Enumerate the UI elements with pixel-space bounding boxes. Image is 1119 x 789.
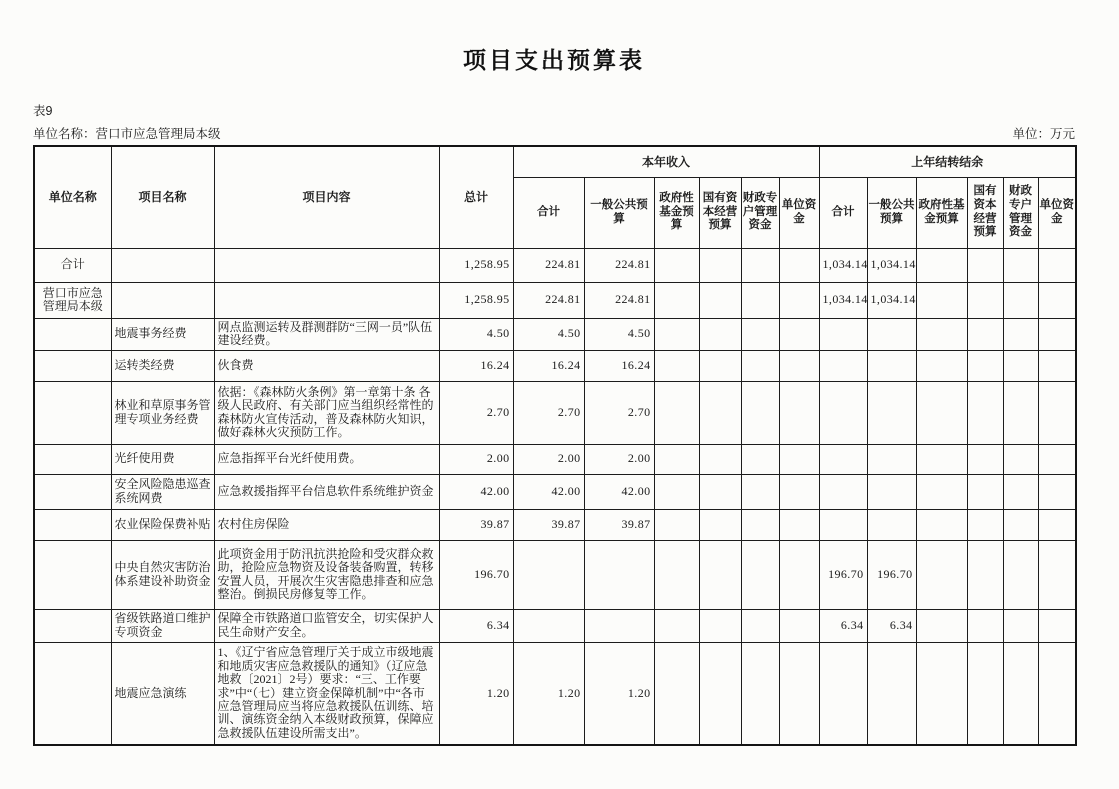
cell-ly-unit-funds — [1038, 248, 1076, 282]
cell-cy-total: 224.81 — [513, 248, 584, 282]
budget-table — [33, 145, 1077, 746]
cell-project-name: 农业保险保费补贴 — [111, 509, 214, 540]
cell-project-content: 应急救援指挥平台信息软件系统维护资金 — [214, 474, 439, 509]
cell-unit-name — [34, 318, 111, 350]
header-cy-state-capital-budget: 国有资本经营预算 — [699, 177, 741, 248]
cell-ly-gov-fund-budget — [916, 318, 967, 350]
unit-name-label: 单位名称：营口市应急管理局本级 — [33, 127, 221, 141]
cell-cy-fiscal-account-funds — [741, 509, 779, 540]
cell-ly-unit-funds — [1038, 350, 1076, 381]
table-row — [34, 248, 1076, 282]
header-grand-total: 总计 — [439, 146, 513, 248]
cell-ly-gov-fund-budget — [916, 282, 967, 318]
cell-project-content: 网点监测运转及群测群防“三网一员”队伍建设经费。 — [214, 318, 439, 350]
cell-ly-state-capital-budget — [967, 474, 1003, 509]
cell-ly-total — [819, 350, 867, 381]
cell-ly-general-public-budget: 196.70 — [867, 540, 916, 609]
cell-ly-unit-funds — [1038, 282, 1076, 318]
cell-cy-unit-funds — [779, 444, 819, 474]
cell-ly-unit-funds — [1038, 540, 1076, 609]
cell-project-name — [111, 282, 214, 318]
header-project-content: 项目内容 — [214, 146, 439, 248]
cell-cy-gov-fund-budget — [654, 350, 699, 381]
cell-cy-fiscal-account-funds — [741, 350, 779, 381]
cell-ly-unit-funds — [1038, 509, 1076, 540]
cell-cy-unit-funds — [779, 642, 819, 745]
cell-ly-state-capital-budget — [967, 248, 1003, 282]
header-cy-fiscal-account-funds: 财政专户管理资金 — [741, 177, 779, 248]
cell-ly-gov-fund-budget — [916, 474, 967, 509]
cell-ly-state-capital-budget — [967, 609, 1003, 642]
header-ly-unit-funds: 单位资金 — [1038, 177, 1076, 248]
cell-cy-fiscal-account-funds — [741, 318, 779, 350]
cell-grand-total: 1,258.95 — [439, 248, 513, 282]
cell-ly-unit-funds — [1038, 318, 1076, 350]
cell-project-content: 应急指挥平台光纤使用费。 — [214, 444, 439, 474]
cell-cy-total: 4.50 — [513, 318, 584, 350]
cell-cy-unit-funds — [779, 609, 819, 642]
cell-cy-state-capital-budget — [699, 282, 741, 318]
cell-ly-unit-funds — [1038, 609, 1076, 642]
cell-cy-state-capital-budget — [699, 540, 741, 609]
budget-sheet — [33, 0, 1075, 746]
cell-ly-total — [819, 444, 867, 474]
cell-ly-total: 196.70 — [819, 540, 867, 609]
cell-project-name: 运转类经费 — [111, 350, 214, 381]
cell-cy-fiscal-account-funds — [741, 540, 779, 609]
cell-ly-fiscal-account-funds — [1003, 282, 1038, 318]
cell-project-name: 光纤使用费 — [111, 444, 214, 474]
cell-ly-total — [819, 381, 867, 444]
header-cy-gov-fund-budget: 政府性基金预算 — [654, 177, 699, 248]
cell-cy-unit-funds — [779, 381, 819, 444]
table-header — [34, 146, 1076, 248]
cell-ly-state-capital-budget — [967, 509, 1003, 540]
cell-project-name: 安全风险隐患巡查系统网费 — [111, 474, 214, 509]
cell-cy-unit-funds — [779, 248, 819, 282]
cell-ly-fiscal-account-funds — [1003, 609, 1038, 642]
cell-grand-total: 39.87 — [439, 509, 513, 540]
header-group-row — [34, 146, 1076, 177]
header-unit-name: 单位名称 — [34, 146, 111, 248]
cell-cy-total: 224.81 — [513, 282, 584, 318]
cell-ly-state-capital-budget — [967, 318, 1003, 350]
table-row — [34, 282, 1076, 318]
cell-ly-gov-fund-budget — [916, 381, 967, 444]
cell-project-name — [111, 248, 214, 282]
cell-cy-general-public-budget: 16.24 — [584, 350, 654, 381]
cell-ly-fiscal-account-funds — [1003, 540, 1038, 609]
header-cy-unit-funds: 单位资金 — [779, 177, 819, 248]
cell-ly-total — [819, 318, 867, 350]
cell-cy-total: 16.24 — [513, 350, 584, 381]
cell-ly-fiscal-account-funds — [1003, 444, 1038, 474]
cell-cy-general-public-budget: 4.50 — [584, 318, 654, 350]
cell-ly-gov-fund-budget — [916, 509, 967, 540]
table-number-label: 表9 — [33, 104, 53, 118]
table-row — [34, 509, 1076, 540]
table-row — [34, 642, 1076, 745]
cell-ly-gov-fund-budget — [916, 248, 967, 282]
cell-ly-state-capital-budget — [967, 282, 1003, 318]
cell-ly-gov-fund-budget — [916, 350, 967, 381]
header-ly-gov-fund-budget: 政府性基金预算 — [916, 177, 967, 248]
cell-project-name: 省级铁路道口维护专项资金 — [111, 609, 214, 642]
cell-ly-state-capital-budget — [967, 381, 1003, 444]
cell-ly-fiscal-account-funds — [1003, 318, 1038, 350]
header-project-name: 项目名称 — [111, 146, 214, 248]
table-row — [34, 444, 1076, 474]
table-row — [34, 609, 1076, 642]
cell-cy-fiscal-account-funds — [741, 609, 779, 642]
cell-ly-total — [819, 642, 867, 745]
cell-unit-name: 合计 — [34, 248, 111, 282]
cell-cy-total: 42.00 — [513, 474, 584, 509]
cell-cy-general-public-budget: 39.87 — [584, 509, 654, 540]
cell-ly-fiscal-account-funds — [1003, 642, 1038, 745]
cell-ly-general-public-budget — [867, 350, 916, 381]
meta-line — [33, 124, 1075, 142]
cell-unit-name — [34, 381, 111, 444]
cell-cy-gov-fund-budget — [654, 540, 699, 609]
cell-cy-unit-funds — [779, 350, 819, 381]
cell-cy-total: 39.87 — [513, 509, 584, 540]
cell-cy-unit-funds — [779, 318, 819, 350]
cell-ly-general-public-budget — [867, 318, 916, 350]
cell-ly-general-public-budget — [867, 444, 916, 474]
cell-ly-total: 1,034.14 — [819, 248, 867, 282]
cell-grand-total: 42.00 — [439, 474, 513, 509]
header-prev-year-carryover-group: 上年结转结余 — [819, 146, 1076, 177]
header-ly-state-capital-budget: 国有资本经营预算 — [967, 177, 1003, 248]
cell-unit-name — [34, 609, 111, 642]
cell-cy-fiscal-account-funds — [741, 642, 779, 745]
cell-cy-total: 1.20 — [513, 642, 584, 745]
cell-cy-state-capital-budget — [699, 318, 741, 350]
cell-grand-total: 1.20 — [439, 642, 513, 745]
cell-grand-total: 2.70 — [439, 381, 513, 444]
currency-unit-label: 单位：万元 — [1012, 127, 1075, 141]
cell-project-content: 1、《辽宁省应急管理厅关于成立市级地震和地质灾害应急救援队的通知》（辽应急地救〔2021〕2号）要求：“三、工作要求”中“（七）建立资金保障机制”中“各市应急管理局应当将应急救援队伍训练、培训、演练资金纳入本级财政预算，保障应急救援队伍建设所需支出”。 — [214, 642, 439, 745]
cell-unit-name — [34, 474, 111, 509]
cell-cy-state-capital-budget — [699, 609, 741, 642]
cell-unit-name — [34, 444, 111, 474]
cell-ly-general-public-budget — [867, 642, 916, 745]
cell-cy-general-public-budget: 224.81 — [584, 248, 654, 282]
table-row — [34, 540, 1076, 609]
cell-ly-general-public-budget: 1,034.14 — [867, 282, 916, 318]
cell-grand-total: 196.70 — [439, 540, 513, 609]
cell-project-content — [214, 282, 439, 318]
cell-ly-gov-fund-budget — [916, 540, 967, 609]
table-row — [34, 350, 1076, 381]
cell-ly-general-public-budget — [867, 509, 916, 540]
cell-ly-fiscal-account-funds — [1003, 381, 1038, 444]
cell-cy-total: 2.00 — [513, 444, 584, 474]
header-ly-general-public-budget: 一般公共预算 — [867, 177, 916, 248]
page-title: 项目支出预算表 — [463, 47, 645, 73]
cell-cy-gov-fund-budget — [654, 609, 699, 642]
cell-project-content: 农村住房保险 — [214, 509, 439, 540]
cell-cy-state-capital-budget — [699, 509, 741, 540]
cell-ly-state-capital-budget — [967, 350, 1003, 381]
cell-cy-state-capital-budget — [699, 642, 741, 745]
cell-grand-total: 2.00 — [439, 444, 513, 474]
cell-ly-state-capital-budget — [967, 540, 1003, 609]
cell-grand-total: 4.50 — [439, 318, 513, 350]
cell-cy-gov-fund-budget — [654, 509, 699, 540]
header-ly-fiscal-account-funds: 财政专户管理资金 — [1003, 177, 1038, 248]
cell-cy-fiscal-account-funds — [741, 282, 779, 318]
cell-cy-fiscal-account-funds — [741, 248, 779, 282]
cell-grand-total: 16.24 — [439, 350, 513, 381]
cell-cy-total: 2.70 — [513, 381, 584, 444]
cell-ly-state-capital-budget — [967, 444, 1003, 474]
cell-grand-total: 6.34 — [439, 609, 513, 642]
cell-cy-general-public-budget — [584, 609, 654, 642]
cell-cy-fiscal-account-funds — [741, 444, 779, 474]
cell-project-name: 地震事务经费 — [111, 318, 214, 350]
cell-project-content: 此项资金用于防汛抗洪抢险和受灾群众救助，抢险应急物资及设备装备购置，转移安置人员，开展次生灾害隐患排查和应急整治。倒损民房修复等工作。 — [214, 540, 439, 609]
cell-cy-general-public-budget — [584, 540, 654, 609]
cell-unit-name — [34, 642, 111, 745]
cell-cy-gov-fund-budget — [654, 444, 699, 474]
cell-cy-state-capital-budget — [699, 248, 741, 282]
cell-cy-fiscal-account-funds — [741, 381, 779, 444]
cell-ly-fiscal-account-funds — [1003, 248, 1038, 282]
cell-unit-name — [34, 509, 111, 540]
cell-cy-gov-fund-budget — [654, 318, 699, 350]
cell-cy-gov-fund-budget — [654, 381, 699, 444]
header-cy-general-public-budget: 一般公共预算 — [584, 177, 654, 248]
cell-project-content: 保障全市铁路道口监管安全，切实保护人民生命财产安全。 — [214, 609, 439, 642]
cell-cy-general-public-budget: 2.70 — [584, 381, 654, 444]
cell-unit-name — [34, 350, 111, 381]
cell-project-content — [214, 248, 439, 282]
cell-cy-general-public-budget: 2.00 — [584, 444, 654, 474]
cell-ly-fiscal-account-funds — [1003, 509, 1038, 540]
cell-cy-unit-funds — [779, 509, 819, 540]
cell-ly-general-public-budget — [867, 381, 916, 444]
cell-project-name: 中央自然灾害防治体系建设补助资金 — [111, 540, 214, 609]
cell-cy-unit-funds — [779, 282, 819, 318]
table-row — [34, 474, 1076, 509]
cell-cy-gov-fund-budget — [654, 282, 699, 318]
cell-cy-gov-fund-budget — [654, 642, 699, 745]
cell-cy-general-public-budget: 1.20 — [584, 642, 654, 745]
cell-ly-fiscal-account-funds — [1003, 474, 1038, 509]
table-row — [34, 318, 1076, 350]
table-row — [34, 381, 1076, 444]
cell-ly-gov-fund-budget — [916, 444, 967, 474]
cell-cy-unit-funds — [779, 540, 819, 609]
table-body — [34, 248, 1076, 745]
cell-project-name: 林业和草原事务管理专项业务经费 — [111, 381, 214, 444]
cell-cy-state-capital-budget — [699, 350, 741, 381]
cell-ly-total — [819, 509, 867, 540]
cell-project-name: 地震应急演练 — [111, 642, 214, 745]
cell-ly-fiscal-account-funds — [1003, 350, 1038, 381]
cell-unit-name — [34, 540, 111, 609]
cell-cy-total — [513, 540, 584, 609]
cell-cy-state-capital-budget — [699, 381, 741, 444]
cell-cy-total — [513, 609, 584, 642]
header-current-year-income-group: 本年收入 — [513, 146, 819, 177]
cell-ly-state-capital-budget — [967, 642, 1003, 745]
cell-ly-unit-funds — [1038, 474, 1076, 509]
cell-ly-total: 1,034.14 — [819, 282, 867, 318]
cell-ly-general-public-budget: 1,034.14 — [867, 248, 916, 282]
cell-ly-unit-funds — [1038, 642, 1076, 745]
cell-cy-state-capital-budget — [699, 474, 741, 509]
cell-cy-unit-funds — [779, 474, 819, 509]
cell-cy-gov-fund-budget — [654, 248, 699, 282]
cell-project-content: 伙食费 — [214, 350, 439, 381]
cell-ly-total: 6.34 — [819, 609, 867, 642]
cell-cy-gov-fund-budget — [654, 474, 699, 509]
cell-ly-total — [819, 474, 867, 509]
cell-ly-gov-fund-budget — [916, 609, 967, 642]
cell-grand-total: 1,258.95 — [439, 282, 513, 318]
cell-ly-unit-funds — [1038, 444, 1076, 474]
cell-cy-state-capital-budget — [699, 444, 741, 474]
cell-cy-fiscal-account-funds — [741, 474, 779, 509]
cell-cy-general-public-budget: 224.81 — [584, 282, 654, 318]
cell-ly-general-public-budget — [867, 474, 916, 509]
cell-ly-gov-fund-budget — [916, 642, 967, 745]
cell-ly-unit-funds — [1038, 381, 1076, 444]
header-ly-total: 合计 — [819, 177, 867, 248]
cell-cy-general-public-budget: 42.00 — [584, 474, 654, 509]
header-cy-total: 合计 — [513, 177, 584, 248]
cell-ly-general-public-budget: 6.34 — [867, 609, 916, 642]
cell-project-content: 依据：《森林防火条例》第一章第十条 各级人民政府、有关部门应当组织经常性的森林防火宣传活动，普及森林防火知识，做好森林火灾预防工作。 — [214, 381, 439, 444]
cell-unit-name: 营口市应急管理局本级 — [34, 282, 111, 318]
